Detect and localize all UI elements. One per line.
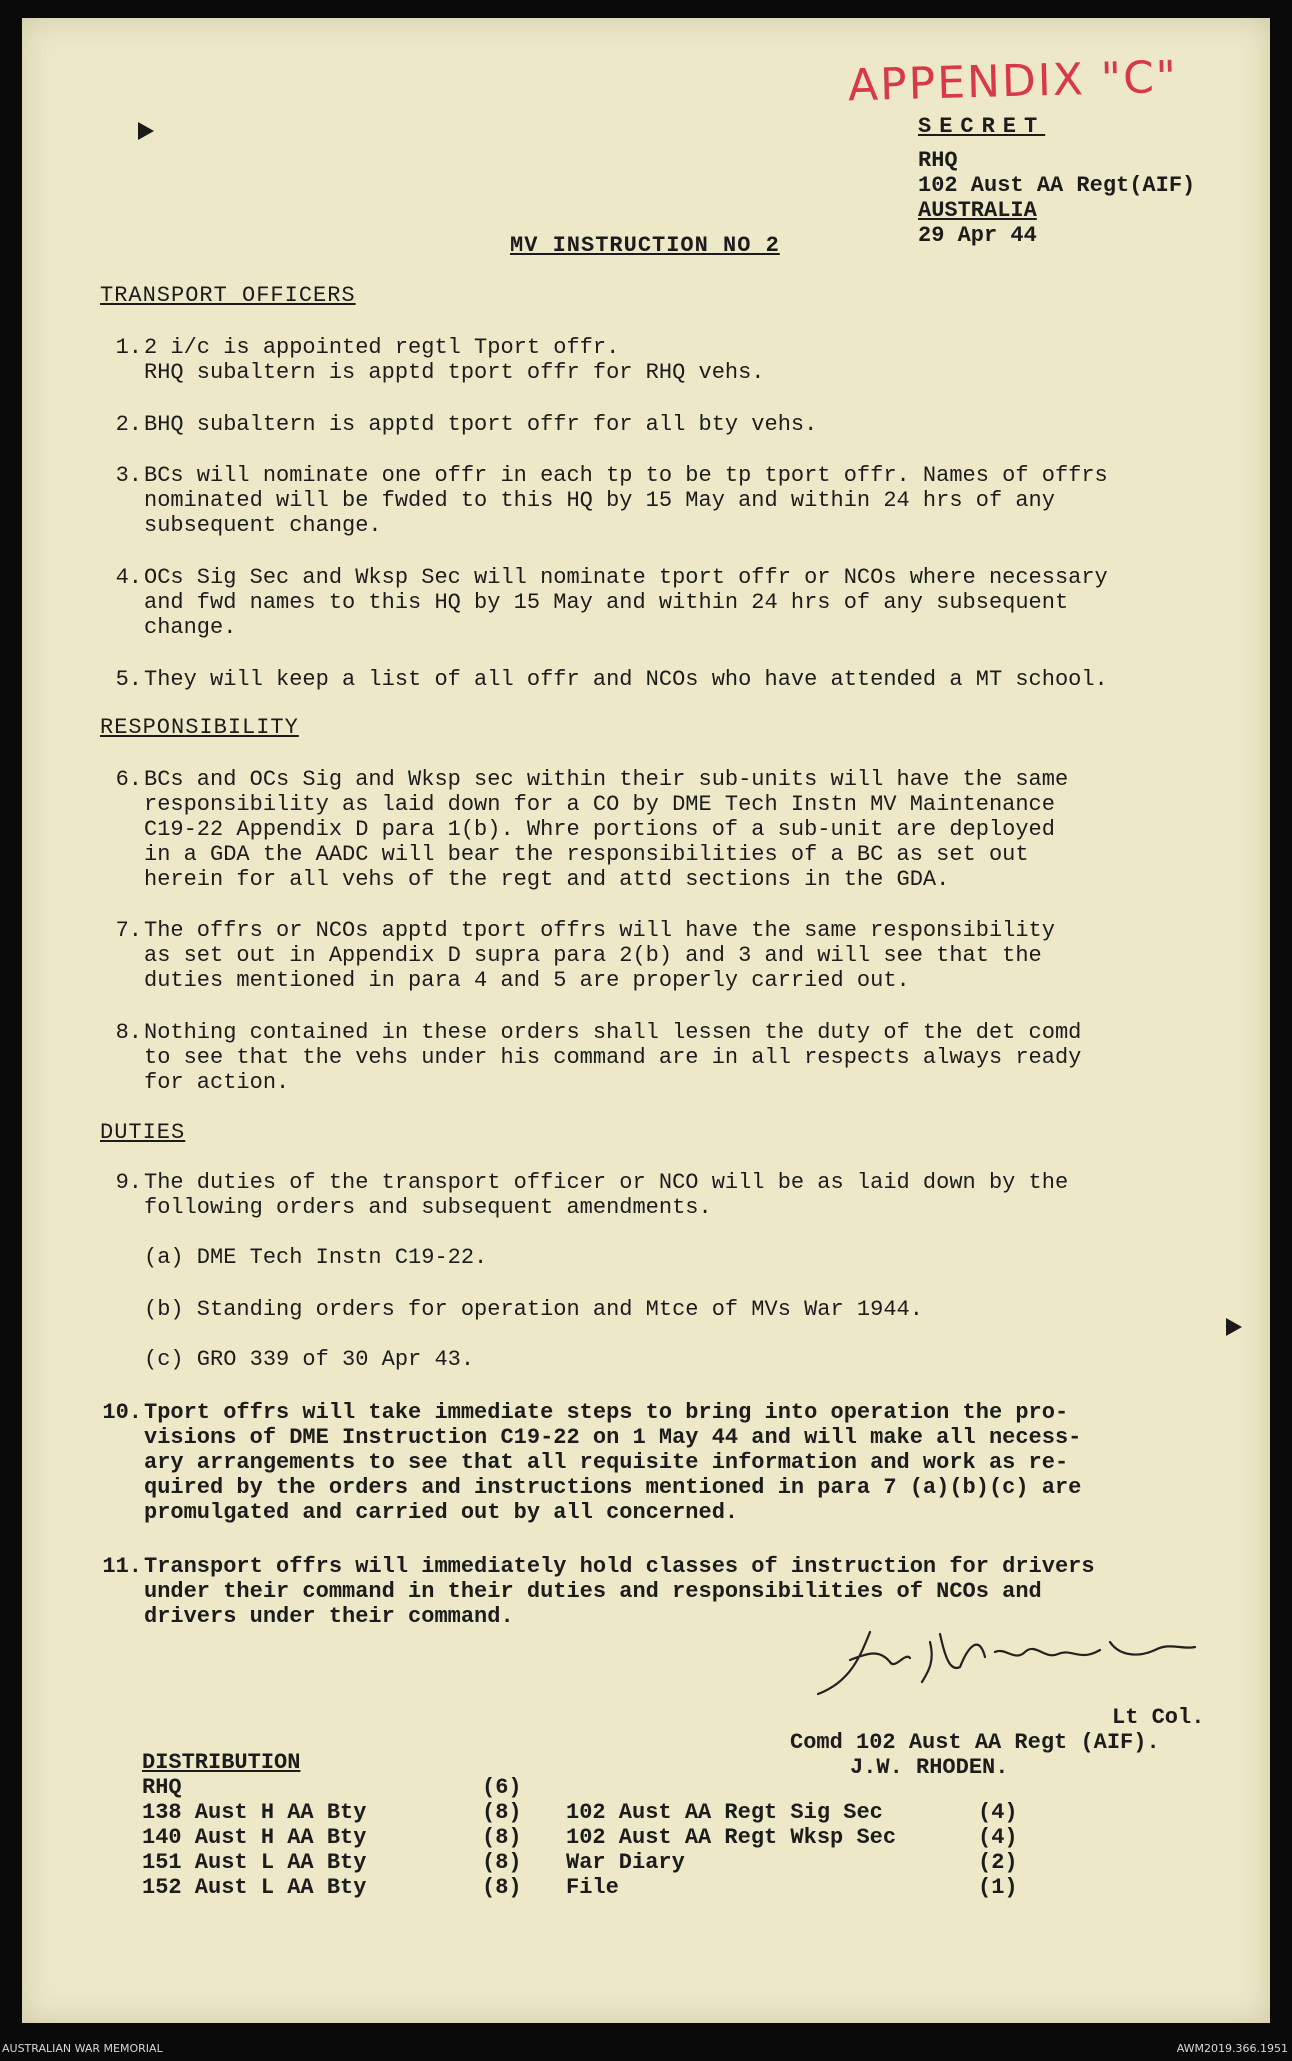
distribution-copies: (8) <box>482 1875 522 1900</box>
sub-item-c: (c) GRO 339 of 30 Apr 43. <box>144 1347 475 1372</box>
paragraph-line: RHQ subaltern is apptd tport offr for RHQ vehs. <box>144 360 765 385</box>
header-line: RHQ <box>918 148 958 173</box>
paragraph-number: 7. <box>115 918 142 943</box>
distribution-left-copies <box>482 1775 522 1900</box>
paragraph-line: duties mentioned in para 4 and 5 are properly carried out. <box>144 968 910 993</box>
paragraph-number: 9. <box>115 1170 142 1195</box>
paragraph-line: They will keep a list of all offr and NCOs who have attended a MT school. <box>144 667 1108 692</box>
distribution-copies: (1) <box>978 1875 1018 1900</box>
appendix-handwritten-note: APPENDIX "C" <box>847 51 1179 112</box>
distribution-left-units <box>142 1775 366 1900</box>
distribution-unit: 138 Aust H AA Bty <box>142 1800 367 1825</box>
paragraph-line: 2 i/c is appointed regtl Tport offr. <box>144 335 620 360</box>
paragraph-line: and fwd names to this HQ by 15 May and within 24 hrs of any subsequent <box>144 590 1069 615</box>
paragraph-line: Transport offrs will immediately hold classes of instruction for drivers <box>144 1554 1095 1579</box>
paragraph-line: BCs will nominate one offr in each tp to be tp tport offr. Names of offrs <box>144 463 1108 488</box>
section-heading-responsibility: RESPONSIBILITY <box>100 715 299 740</box>
distribution-copies: (6) <box>482 1775 522 1800</box>
section-heading-transport-officers: TRANSPORT OFFICERS <box>100 283 356 308</box>
distribution-unit: War Diary <box>566 1850 685 1875</box>
paragraph-line: C19-22 Appendix D para 1(b). Whre portions of a sub-unit are deployed <box>144 817 1055 842</box>
sub-item-b: (b) Standing orders for operation and Mtce of MVs War 1944. <box>144 1297 923 1322</box>
distribution-copies: (8) <box>482 1850 522 1875</box>
paragraph-line: to see that the vehs under his command are in all respects always ready <box>144 1045 1082 1070</box>
paragraph-line: OCs Sig Sec and Wksp Sec will nominate tport offr or NCOs where necessary <box>144 565 1108 590</box>
distribution-copies: (8) <box>482 1825 522 1850</box>
distribution-unit: 151 Aust L AA Bty <box>142 1850 367 1875</box>
distribution-unit: File <box>566 1875 619 1900</box>
unit-header-block <box>918 148 1195 248</box>
signatory-rank: Lt Col. <box>1112 1705 1205 1730</box>
header-date: 29 Apr 44 <box>918 223 1037 248</box>
footer-institution: AUSTRALIAN WAR MEMORIAL <box>2 2042 163 2055</box>
distribution-right-units <box>566 1800 896 1900</box>
header-line: AUSTRALIA <box>918 198 1037 223</box>
distribution-unit: 140 Aust H AA Bty <box>142 1825 367 1850</box>
signatory-appointment: Comd 102 Aust AA Regt (AIF). <box>790 1730 1160 1755</box>
section-heading-duties: DUTIES <box>100 1120 186 1145</box>
classification-label: SECRET <box>918 114 1046 139</box>
paragraph-line: Nothing contained in these orders shall lessen the duty of the det comd <box>144 1020 1082 1045</box>
paragraph-line: quired by the orders and instructions mentioned in para 7 (a)(b)(c) are <box>144 1475 1082 1500</box>
distribution-right-copies <box>978 1800 1018 1900</box>
paragraph-number: 4. <box>115 565 142 590</box>
paragraph-line: BCs and OCs Sig and Wksp sec within their sub-units will have the same <box>144 767 1069 792</box>
distribution-unit: 102 Aust AA Regt Wksp Sec <box>566 1825 897 1850</box>
paragraph-number: 5. <box>115 667 142 692</box>
paragraph-line: for action. <box>144 1070 290 1095</box>
paragraph-line: promulgated and carried out by all concerned. <box>144 1500 739 1525</box>
distribution-unit: RHQ <box>142 1775 182 1800</box>
handwritten-signature <box>810 1612 1210 1702</box>
margin-arrow-mark <box>138 122 154 140</box>
paragraph-number: 6. <box>115 767 142 792</box>
paragraph-line: visions of DME Instruction C19-22 on 1 May 44 and will make all necess- <box>144 1425 1082 1450</box>
paragraph-line: under their command in their duties and responsibilities of NCOs and <box>144 1579 1042 1604</box>
paragraph-number: 11. <box>102 1554 142 1579</box>
distribution-copies: (4) <box>978 1800 1018 1825</box>
paragraph-line: Tport offrs will take immediate steps to bring into operation the pro- <box>144 1400 1069 1425</box>
paragraph-line: following orders and subsequent amendments. <box>144 1195 712 1220</box>
paragraph-line: responsibility as laid down for a CO by DME Tech Instn MV Maintenance <box>144 792 1055 817</box>
distribution-copies: (2) <box>978 1850 1018 1875</box>
header-line: 102 Aust AA Regt(AIF) <box>918 173 1196 198</box>
distribution-title: DISTRIBUTION <box>142 1750 301 1775</box>
footer-accession-number: AWM2019.366.1951 <box>1176 2042 1288 2055</box>
signatory-name: J.W. RHODEN. <box>850 1755 1009 1780</box>
paragraph-number: 2. <box>115 412 142 437</box>
paragraph-number: 10. <box>102 1400 142 1425</box>
paragraph-line: ary arrangements to see that all requisite information and work as re- <box>144 1450 1069 1475</box>
paragraph-number: 3. <box>115 463 142 488</box>
paragraph-line: subsequent change. <box>144 513 382 538</box>
document-title: MV INSTRUCTION NO 2 <box>510 233 780 258</box>
paragraph-line: herein for all vehs of the regt and attd sections in the GDA. <box>144 867 950 892</box>
margin-arrow-mark <box>1226 1318 1242 1336</box>
sub-item-a: (a) DME Tech Instn C19-22. <box>144 1245 488 1270</box>
distribution-copies: (4) <box>978 1825 1018 1850</box>
paragraph-line: The offrs or NCOs apptd tport offrs will have the same responsibility <box>144 918 1055 943</box>
paragraph-line: The duties of the transport officer or NCO will be as laid down by the <box>144 1170 1069 1195</box>
paragraph-line: drivers under their command. <box>144 1604 514 1629</box>
paragraph-number: 8. <box>115 1020 142 1045</box>
paragraph-line: change. <box>144 615 237 640</box>
distribution-copies: (8) <box>482 1800 522 1825</box>
distribution-unit: 152 Aust L AA Bty <box>142 1875 367 1900</box>
paragraph-line: as set out in Appendix D supra para 2(b) and 3 and will see that the <box>144 943 1042 968</box>
paragraph-line: in a GDA the AADC will bear the responsibilities of a BC as set out <box>144 842 1029 867</box>
paragraph-line: BHQ subaltern is apptd tport offr for all bty vehs. <box>144 412 818 437</box>
paragraph-number: 1. <box>115 335 142 360</box>
distribution-unit: 102 Aust AA Regt Sig Sec <box>566 1800 883 1825</box>
paragraph-line: nominated will be fwded to this HQ by 15 May and within 24 hrs of any <box>144 488 1055 513</box>
